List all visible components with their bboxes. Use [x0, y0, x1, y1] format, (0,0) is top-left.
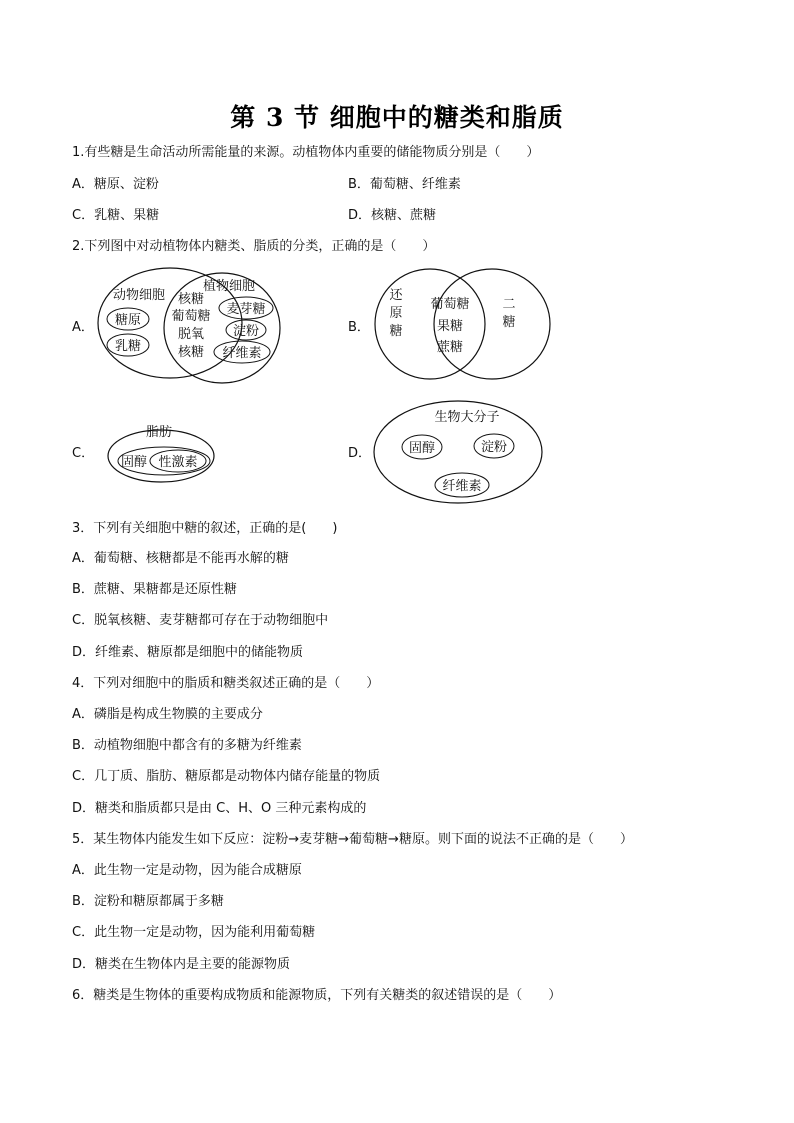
question-2-option-a-label: A．: [72, 320, 94, 335]
diagram-d: [372, 398, 546, 506]
sterol-label: 固醇: [120, 455, 148, 470]
question-1-option-c: C．乳糖、果糖: [72, 208, 160, 223]
starch-label: 淀粉: [480, 440, 508, 455]
diagram-b: [372, 266, 554, 382]
question-1-stem: 1.有些糖是生命活动所需能量的来源。动植物体内重要的储能物质分别是（ ）: [72, 145, 540, 160]
lactose-label: 乳糖: [114, 339, 142, 354]
fructose-label: 果糖: [436, 319, 464, 334]
question-3-option-d: D．纤维素、糖原都是细胞中的储能物质: [72, 645, 304, 660]
fat-label: 脂肪: [145, 425, 173, 440]
question-4-option-b: B．动植物细胞中都含有的多糖为纤维素: [72, 738, 302, 753]
question-5-option-b: B．淀粉和糖原都属于多糖: [72, 894, 224, 909]
cellulose-label: 纤维素: [442, 479, 482, 494]
sucrose-label: 蔗糖: [436, 340, 464, 355]
reducing-char-3: 糖: [389, 324, 403, 339]
deoxy-label: 脱氧: [177, 327, 205, 342]
question-2-option-b-label: B．: [348, 320, 370, 335]
diagram-a: [96, 268, 286, 388]
reducing-char-2: 原: [389, 306, 403, 321]
question-2-option-d-label: D．: [348, 446, 372, 461]
question-1-option-a: A．糖原、淀粉: [72, 177, 159, 192]
cellulose-label: 纤维素: [222, 346, 262, 361]
starch-label: 淀粉: [232, 324, 260, 339]
deoxyribose-label: 核糖: [177, 345, 205, 360]
question-4-option-d: D．糖类和脂质都只是由 C、H、O 三种元素构成的: [72, 801, 367, 816]
disaccharide-char-1: 二: [502, 297, 516, 312]
animal-cell-label: 动物细胞: [113, 288, 166, 303]
maltose-label: 麦芽糖: [226, 302, 266, 317]
question-2-option-c-label: C．: [72, 446, 95, 461]
disaccharide-char-2: 糖: [502, 315, 516, 330]
sterol-label: 固醇: [408, 441, 436, 456]
question-5-option-c: C．此生物一定是动物，因为能利用葡萄糖: [72, 925, 316, 940]
question-3-option-b: B．蔗糖、果糖都是还原性糖: [72, 582, 237, 597]
question-3-option-c: C．脱氧核糖、麦芽糖都可存在于动物细胞中: [72, 613, 329, 628]
question-5-stem: 5．某生物体内能发生如下反应：淀粉→麦芽糖→葡萄糖→糖原。则下面的说法不正确的是（ ）: [72, 832, 633, 847]
question-6-stem: 6．糖类是生物体的重要构成物质和能源物质，下列有关糖类的叙述错误的是（ ）: [72, 988, 562, 1003]
question-1-option-b: B．葡萄糖、纤维素: [348, 177, 461, 192]
glycogen-label: 糖原: [114, 313, 142, 328]
question-2-stem: 2.下列图中对动植物体内糖类、脂质的分类，正确的是（ ）: [72, 239, 436, 254]
question-3-stem: 3．下列有关细胞中糖的叙述，正确的是( ): [72, 521, 338, 536]
plant-cell-label: 植物细胞: [203, 279, 256, 294]
macromolecule-label: 生物大分子: [434, 410, 500, 425]
question-1-option-d: D．核糖、蔗糖: [348, 208, 437, 223]
question-4-option-c: C．几丁质、脂肪、糖原都是动物体内储存能量的物质: [72, 769, 381, 784]
question-4-option-a: A．磷脂是构成生物膜的主要成分: [72, 707, 263, 722]
question-4-stem: 4．下列对细胞中的脂质和糖类叙述正确的是（ ）: [72, 676, 380, 691]
question-5-option-a: A．此生物一定是动物，因为能合成糖原: [72, 863, 302, 878]
ribose-label: 核糖: [177, 292, 205, 307]
question-3-option-a: A．葡萄糖、核糖都是不能再水解的糖: [72, 551, 289, 566]
diagram-c: [106, 418, 226, 484]
sex-hormone-label: 性激素: [158, 455, 198, 470]
page-title: 第 3 节 细胞中的糖类和脂质: [230, 103, 564, 132]
question-5-option-d: D．糖类在生物体内是主要的能源物质: [72, 957, 291, 972]
glucose-label: 葡萄糖: [430, 297, 470, 312]
reducing-char-1: 还: [389, 288, 403, 303]
glucose-label: 葡萄糖: [171, 309, 211, 324]
